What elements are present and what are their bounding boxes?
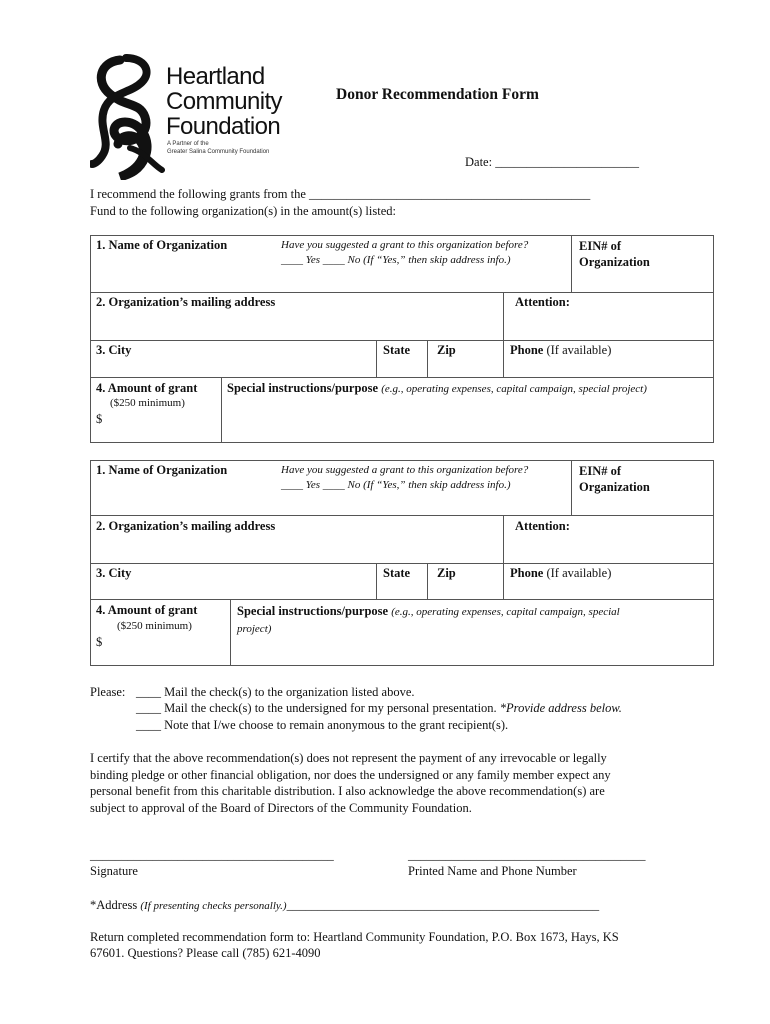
logo-sub-line-1: A Partner of the <box>167 141 209 147</box>
return-instructions-1: Return completed recommendation form to: Heartland Community Foundation, P.O. Box 1673, Hays, KS <box>90 930 619 944</box>
city-field[interactable]: 3. City <box>96 343 132 357</box>
printed-name-line[interactable]: ______________________________________ <box>408 848 646 862</box>
suggested-yes-no[interactable]: ____ Yes ____ No (If “Yes,” then skip address info.) <box>281 479 511 491</box>
dollar-sign: $ <box>96 412 103 426</box>
city-field[interactable]: 3. City <box>96 566 132 580</box>
ein-label-1: EIN# of <box>579 464 622 478</box>
special-note: (e.g., operating expenses, capital campaign, special project) <box>381 383 647 395</box>
divider <box>90 563 714 564</box>
zip-field[interactable]: Zip <box>437 343 456 357</box>
divider <box>503 292 504 377</box>
amount-field[interactable]: 4. Amount of grant <box>96 381 198 395</box>
divider <box>376 563 377 599</box>
divider <box>90 377 714 378</box>
phone-note: (If available) <box>546 343 612 357</box>
attention-field[interactable]: Attention: <box>515 295 570 309</box>
zip-field[interactable]: Zip <box>437 566 456 580</box>
suggested-yes-no[interactable]: ____ Yes ____ No (If “Yes,” then skip address info.) <box>281 254 511 266</box>
ein-label-2: Organization <box>579 480 650 494</box>
ein-label-2: Organization <box>579 255 650 269</box>
divider <box>571 235 572 292</box>
foundation-logo-icon <box>90 52 165 180</box>
option-mail-to-undersigned[interactable] <box>136 701 622 716</box>
signature-line[interactable]: _______________________________________ <box>90 848 334 862</box>
certification-paragraph <box>90 750 690 816</box>
amount-field[interactable]: 4. Amount of grant <box>96 603 198 617</box>
intro-line-2: Fund to the following organization(s) in the amount(s) listed: <box>90 204 396 218</box>
certify-line: subject to approval of the Board of Directors of the Community Foundation. <box>90 800 472 815</box>
logo-sub-line-2: Greater Salina Community Foundation <box>167 149 270 155</box>
option-2-text: ____ Mail the check(s) to the undersigned for my personal presentation. <box>136 701 497 715</box>
special-instructions-field[interactable] <box>237 603 707 637</box>
suggested-question: Have you suggested a grant to this organization before? <box>281 239 529 251</box>
address-line: __________________________________________________ <box>286 898 600 912</box>
return-instructions-2: 67601. Questions? Please call (785) 621-4090 <box>90 946 321 960</box>
org-name-field[interactable] <box>96 463 227 478</box>
suggested-question: Have you suggested a grant to this organization before? <box>281 464 529 476</box>
phone-note: (If available) <box>546 566 612 580</box>
logo-line-1: Heartland <box>166 63 265 90</box>
please-label: Please: <box>90 685 126 699</box>
mailing-address-field[interactable]: 2. Organization’s mailing address <box>96 519 276 533</box>
divider <box>376 340 377 377</box>
intro-fund-line[interactable]: I recommend the following grants from the _____________________________________________ <box>90 187 591 201</box>
org-name-label: 1. Name of Organization <box>96 238 228 252</box>
special-label: Special instructions/purpose <box>237 604 389 618</box>
org-name-field[interactable] <box>96 238 227 253</box>
logo-wordmark <box>166 64 282 139</box>
special-label: Special instructions/purpose <box>227 381 379 395</box>
special-note-cont: project) <box>237 623 272 635</box>
ein-field[interactable] <box>579 238 650 270</box>
special-note: (e.g., operating expenses, capital campaign, special <box>391 606 620 618</box>
printed-name-label: Printed Name and Phone Number <box>408 864 577 878</box>
address-label: *Address <box>90 898 138 912</box>
address-note: (If presenting checks personally.) <box>140 900 287 912</box>
logo-line-2: Community <box>166 88 282 115</box>
org-name-label: 1. Name of Organization <box>96 463 228 477</box>
phone-field[interactable] <box>510 343 611 358</box>
divider <box>90 292 714 293</box>
option-mail-to-organization[interactable]: ____ Mail the check(s) to the organization listed above. <box>136 685 415 699</box>
ein-field[interactable] <box>579 463 650 495</box>
divider <box>221 377 222 443</box>
special-instructions-field[interactable] <box>227 381 647 396</box>
phone-field[interactable] <box>510 566 611 581</box>
ein-label-1: EIN# of <box>579 239 622 253</box>
divider <box>90 599 714 600</box>
dollar-sign: $ <box>96 635 103 649</box>
mailing-address-field[interactable]: 2. Organization’s mailing address <box>96 295 276 309</box>
amount-minimum: ($250 minimum) <box>110 397 185 409</box>
option-2-note: *Provide address below. <box>499 701 622 715</box>
phone-label: Phone <box>510 566 544 580</box>
form-title: Donor Recommendation Form <box>336 86 539 103</box>
certify-line: binding pledge or other financial obligation, nor does the undersigned or any family member expect any <box>90 767 611 782</box>
divider <box>571 460 572 515</box>
divider <box>90 340 714 341</box>
signature-label: Signature <box>90 864 138 878</box>
state-field[interactable]: State <box>383 566 411 580</box>
attention-field[interactable]: Attention: <box>515 519 570 533</box>
divider <box>503 515 504 599</box>
divider <box>230 599 231 666</box>
date-field[interactable]: Date: _______________________ <box>465 155 639 169</box>
divider <box>427 563 428 599</box>
divider <box>427 340 428 377</box>
address-field[interactable] <box>90 898 599 913</box>
logo-subtitle <box>167 140 269 156</box>
logo-line-3: Foundation <box>166 113 281 140</box>
state-field[interactable]: State <box>383 343 411 357</box>
certify-line: personal benefit from this charitable distribution. I also acknowledge the above recommendation(s) are <box>90 784 605 798</box>
phone-label: Phone <box>510 343 544 357</box>
divider <box>90 515 714 516</box>
amount-minimum: ($250 minimum) <box>117 620 192 632</box>
option-anonymous[interactable]: ____ Note that I/we choose to remain anonymous to the grant recipient(s). <box>136 718 509 732</box>
certify-line: I certify that the above recommendation(s) does not represent the payment of any irrevocable or legally <box>90 751 607 765</box>
